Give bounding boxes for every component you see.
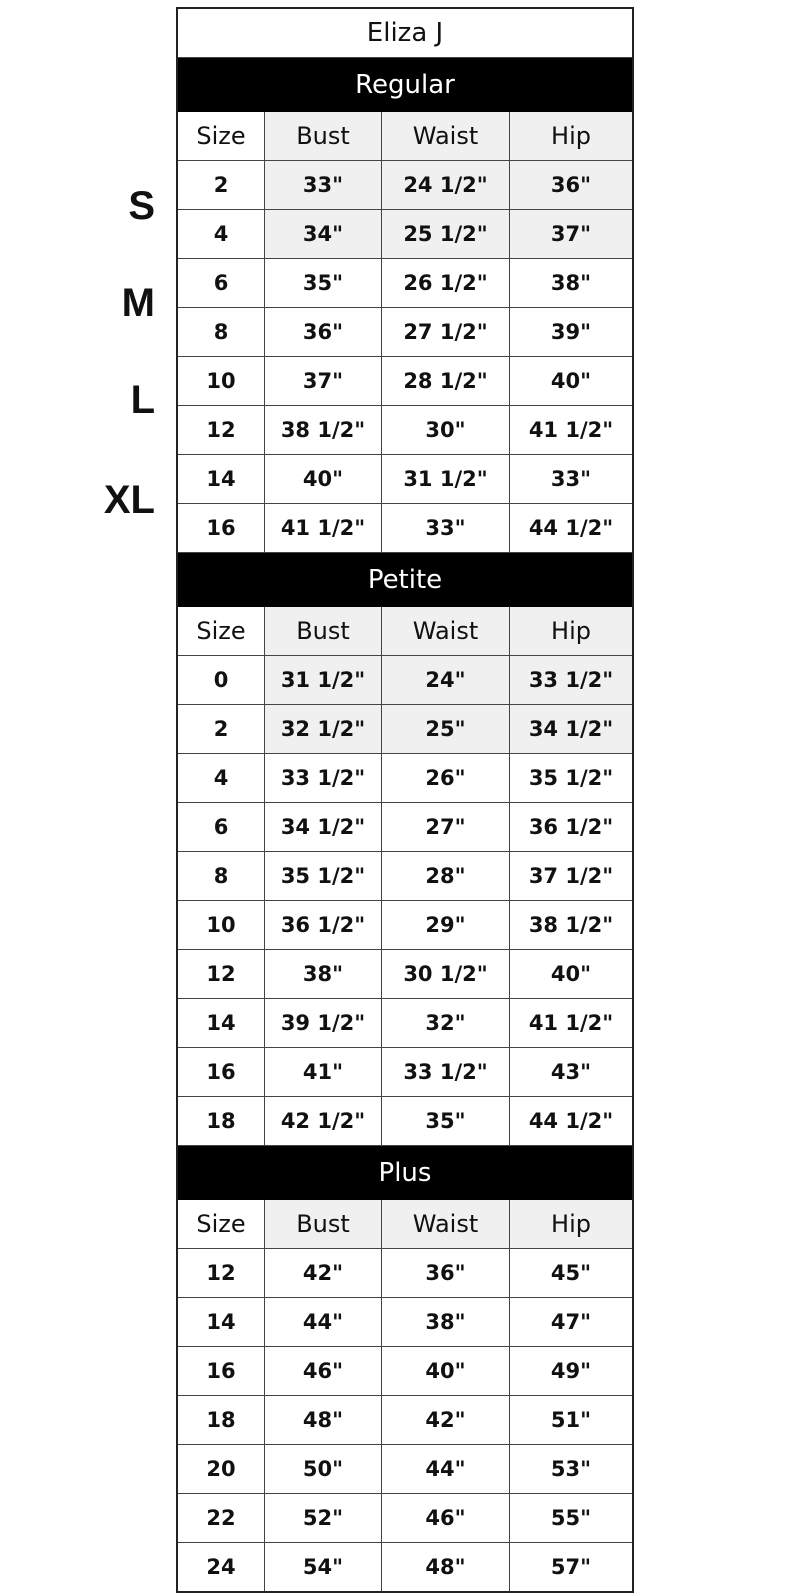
- cell-size: 14: [178, 455, 265, 503]
- cell-hip: 53": [550, 1457, 592, 1481]
- cell-hip: 43": [550, 1060, 592, 1084]
- cell-hip: 44 1/2": [528, 1109, 614, 1133]
- table-row: [178, 705, 632, 754]
- cell-size: 6: [178, 259, 265, 307]
- cell-size: 6: [178, 803, 265, 851]
- cell-bust: 38 1/2": [265, 406, 382, 454]
- cell-size: 8: [178, 308, 265, 356]
- cell-size: 0: [178, 656, 265, 704]
- table-row: [178, 901, 632, 950]
- cell-bust: 34": [265, 210, 382, 258]
- size-letter-labels: [0, 0, 175, 560]
- cell-size: 12: [178, 1249, 265, 1297]
- cell-waist: 26 1/2": [382, 259, 510, 307]
- section-header-regular: Regular: [178, 58, 632, 112]
- table-row: [178, 1048, 632, 1097]
- table-row: [178, 259, 632, 308]
- size-letter-xl: XL: [103, 478, 155, 522]
- table-row: [178, 656, 632, 705]
- cell-hip: 38": [550, 271, 592, 295]
- column-header-waist: Waist: [382, 112, 510, 160]
- cell-size: 16: [178, 1048, 265, 1096]
- cell-hip: 57": [550, 1555, 592, 1579]
- size-letter-m: M: [121, 281, 155, 325]
- cell-bust: 44": [265, 1298, 382, 1346]
- cell-waist: 46": [382, 1494, 510, 1542]
- cell-size: 20: [178, 1445, 265, 1493]
- table-row: [178, 1097, 632, 1146]
- cell-bust: 32 1/2": [265, 705, 382, 753]
- cell-waist: 35": [382, 1097, 510, 1145]
- cell-waist: 31 1/2": [382, 455, 510, 503]
- column-header-bust: Bust: [265, 112, 382, 160]
- table-row: [178, 357, 632, 406]
- cell-bust: 50": [265, 1445, 382, 1493]
- cell-size: 12: [178, 406, 265, 454]
- cell-size: 22: [178, 1494, 265, 1542]
- cell-bust: 48": [265, 1396, 382, 1444]
- cell-waist: 28": [382, 852, 510, 900]
- cell-waist: 28 1/2": [382, 357, 510, 405]
- cell-waist: 30 1/2": [382, 950, 510, 998]
- cell-size: 16: [178, 1347, 265, 1395]
- table-row: [178, 1494, 632, 1543]
- cell-hip: 38 1/2": [528, 913, 614, 937]
- cell-size: 24: [178, 1543, 265, 1591]
- table-row: [178, 950, 632, 999]
- table-row: [178, 308, 632, 357]
- column-header-size: Size: [178, 607, 265, 655]
- cell-hip: 37": [510, 210, 632, 258]
- cell-hip: 55": [550, 1506, 592, 1530]
- cell-size: 12: [178, 950, 265, 998]
- table-row: [178, 504, 632, 553]
- cell-size: 10: [178, 901, 265, 949]
- cell-waist: 36": [382, 1249, 510, 1297]
- cell-size: 4: [178, 754, 265, 802]
- cell-hip: 40": [550, 369, 592, 393]
- column-header-hip: Hip: [510, 1200, 632, 1248]
- cell-bust: 41 1/2": [265, 504, 382, 552]
- table-row: [178, 210, 632, 259]
- cell-bust: 54": [265, 1543, 382, 1591]
- cell-bust: 35": [265, 259, 382, 307]
- table-row: [178, 455, 632, 504]
- cell-bust: 34 1/2": [265, 803, 382, 851]
- cell-size: 14: [178, 999, 265, 1047]
- cell-waist: 25 1/2": [382, 210, 510, 258]
- section-header-petite: Petite: [178, 553, 632, 607]
- cell-bust: 46": [265, 1347, 382, 1395]
- cell-waist: 38": [382, 1298, 510, 1346]
- cell-hip: 44 1/2": [528, 516, 614, 540]
- cell-hip: 35 1/2": [528, 766, 614, 790]
- cell-size: 18: [178, 1097, 265, 1145]
- cell-bust: 39 1/2": [265, 999, 382, 1047]
- table-row: [178, 1543, 632, 1591]
- chart-title: Eliza J: [178, 9, 632, 58]
- cell-bust: 42 1/2": [265, 1097, 382, 1145]
- cell-bust: 36 1/2": [265, 901, 382, 949]
- column-header-bust: Bust: [265, 607, 382, 655]
- column-header-row: [178, 607, 632, 656]
- column-header-row: [178, 112, 632, 161]
- cell-hip: 39": [550, 320, 592, 344]
- table-row: [178, 852, 632, 901]
- cell-bust: 41": [265, 1048, 382, 1096]
- table-row: [178, 803, 632, 852]
- cell-waist: 27": [382, 803, 510, 851]
- cell-waist: 33": [382, 504, 510, 552]
- cell-hip: 40": [550, 962, 592, 986]
- cell-bust: 31 1/2": [265, 656, 382, 704]
- size-letter-l: L: [130, 378, 155, 422]
- cell-hip: 37 1/2": [528, 864, 614, 888]
- cell-hip: 47": [550, 1310, 592, 1334]
- cell-size: 14: [178, 1298, 265, 1346]
- size-chart-table: [176, 7, 634, 1593]
- cell-hip: 41 1/2": [528, 1011, 614, 1035]
- column-header-waist: Waist: [382, 607, 510, 655]
- section-header-plus: Plus: [178, 1146, 632, 1200]
- table-row: [178, 1347, 632, 1396]
- cell-waist: 25": [382, 705, 510, 753]
- cell-waist: 40": [382, 1347, 510, 1395]
- column-header-size: Size: [178, 112, 265, 160]
- cell-hip: 33": [550, 467, 592, 491]
- cell-waist: 24": [382, 656, 510, 704]
- cell-waist: 44": [382, 1445, 510, 1493]
- cell-size: 4: [178, 210, 265, 258]
- cell-size: 2: [178, 705, 265, 753]
- cell-waist: 42": [382, 1396, 510, 1444]
- cell-bust: 40": [265, 455, 382, 503]
- cell-waist: 26": [382, 754, 510, 802]
- cell-waist: 32": [382, 999, 510, 1047]
- cell-waist: 27 1/2": [382, 308, 510, 356]
- column-header-waist: Waist: [382, 1200, 510, 1248]
- cell-hip: 49": [550, 1359, 592, 1383]
- cell-bust: 38": [265, 950, 382, 998]
- table-row: [178, 1445, 632, 1494]
- table-row: [178, 1249, 632, 1298]
- cell-bust: 35 1/2": [265, 852, 382, 900]
- cell-size: 10: [178, 357, 265, 405]
- column-header-row: [178, 1200, 632, 1249]
- cell-waist: 48": [382, 1543, 510, 1591]
- column-header-hip: Hip: [510, 607, 632, 655]
- table-row: [178, 754, 632, 803]
- cell-waist: 33 1/2": [382, 1048, 510, 1096]
- cell-bust: 42": [265, 1249, 382, 1297]
- table-row: [178, 161, 632, 210]
- cell-hip: 33 1/2": [510, 656, 632, 704]
- cell-hip: 41 1/2": [528, 418, 614, 442]
- cell-size: 18: [178, 1396, 265, 1444]
- cell-bust: 37": [265, 357, 382, 405]
- cell-hip: 36 1/2": [528, 815, 614, 839]
- table-row: [178, 1396, 632, 1445]
- cell-waist: 24 1/2": [382, 161, 510, 209]
- cell-hip: 45": [550, 1261, 592, 1285]
- column-header-hip: Hip: [510, 112, 632, 160]
- size-letter-s: S: [128, 184, 155, 228]
- cell-bust: 52": [265, 1494, 382, 1542]
- table-row: [178, 406, 632, 455]
- cell-waist: 29": [382, 901, 510, 949]
- column-header-size: Size: [178, 1200, 265, 1248]
- cell-hip: 34 1/2": [510, 705, 632, 753]
- table-row: [178, 999, 632, 1048]
- cell-bust: 36": [265, 308, 382, 356]
- cell-size: 8: [178, 852, 265, 900]
- cell-bust: 33 1/2": [265, 754, 382, 802]
- cell-size: 16: [178, 504, 265, 552]
- cell-bust: 33": [265, 161, 382, 209]
- column-header-bust: Bust: [265, 1200, 382, 1248]
- table-row: [178, 1298, 632, 1347]
- cell-hip: 36": [510, 161, 632, 209]
- cell-hip: 51": [550, 1408, 592, 1432]
- cell-waist: 30": [382, 406, 510, 454]
- cell-size: 2: [178, 161, 265, 209]
